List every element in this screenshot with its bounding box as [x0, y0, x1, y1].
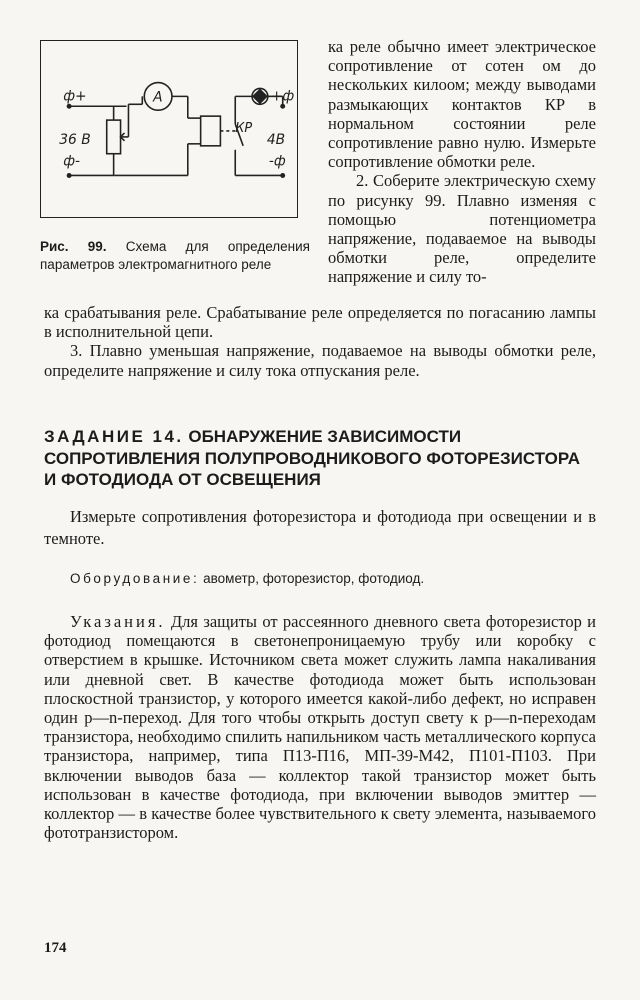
instructions-text: Для защиты от рассеянного дневного света фоторезистор и фотодиод помещаются в светонепроницаемую трубу или коробку с отверстием в крышке. Источником света может служить лампа накаливания или дневной свет. В качестве фотодиода может быть использован плоскостной транзистор, у которого имеется какой-либо дефект, но исправен один p—n-переход. Для того чтобы открыть доступ свету к p—n-переходам транзистора, необходимо спилить напильником часть металлического корпуса транзистора, например, типа П13-П16, МП-39-М42, П101-П103. При включении выводов база — коллектор такой транзистор может быть использован в качестве фотодиода, при включении выводов эмиттер — коллектор — в качестве более чувствительного к свету элемента, называемого фототранзистором.	[44, 612, 596, 843]
figure-number: Рис. 99.	[40, 239, 107, 254]
instructions-label: Указания.	[70, 612, 166, 631]
page-number: 174	[44, 940, 67, 956]
instructions-block	[44, 612, 596, 842]
relay-circuit-diagram	[41, 41, 297, 217]
right-voltage-label: 4В	[266, 131, 286, 148]
right-column-text	[328, 37, 596, 287]
task-text: Измерьте сопротивления фоторезистора и фотодиода при освещении и в темноте.	[44, 507, 596, 548]
relay-label: КР	[235, 120, 253, 136]
equipment-label: Оборудование:	[70, 571, 200, 586]
right-plus-label: +ф	[270, 88, 295, 105]
equipment-line	[44, 570, 596, 588]
figure-caption-text: Схема для определения параметров электромагнитного реле	[40, 239, 310, 272]
task-block	[44, 506, 596, 550]
section-heading	[44, 426, 596, 491]
left-plus-label: ф+	[63, 88, 87, 105]
continuation-text	[44, 303, 596, 380]
paragraph-step-3: 3. Плавно уменьшая напряжение, подаваемое на выводы обмотки реле, определите напряжение и силу тока отпускания реле.	[44, 341, 596, 380]
left-voltage-label: 36 В	[59, 131, 91, 148]
left-minus-label: ф-	[63, 153, 81, 170]
figure-caption	[40, 238, 310, 274]
paragraph-step-2-continued: ка срабатывания реле. Срабатывание реле определяется по погасанию лампы в исполнительной цепи.	[44, 303, 596, 342]
paragraph-step-2: 2. Соберите электрическую схему по рисунку 99. Плавно изменяя с помощью потенциометра напряжение, подаваемое на выводы обмотки реле, определите напряжение и силу то-	[328, 171, 596, 287]
instructions-paragraph	[44, 612, 596, 842]
section-label: ЗАДАНИЕ 14.	[44, 427, 184, 446]
equipment-items: авометр, фоторезистор, фотодиод.	[199, 571, 425, 586]
ammeter-label: A	[153, 89, 163, 106]
section-title: ОБНАРУЖЕНИЕ ЗАВИСИМОСТИ СОПРОТИВЛЕНИЯ ПОЛУПРОВОДНИКОВОГО ФОТОРЕЗИСТОРА И ФОТОДИОДА ОТ ОСВЕЩЕНИЯ	[44, 427, 580, 489]
right-minus-label: -ф	[268, 153, 286, 170]
circuit-figure	[40, 40, 298, 218]
paragraph-resistance: ка реле обычно имеет электрическое сопротивление от сотен ом до нескольких килоом; между выводами размыкающих контактов КР в нормальном состоянии реле сопротивление равно нулю. Измерьте сопротивление обмотки реле.	[328, 37, 596, 172]
